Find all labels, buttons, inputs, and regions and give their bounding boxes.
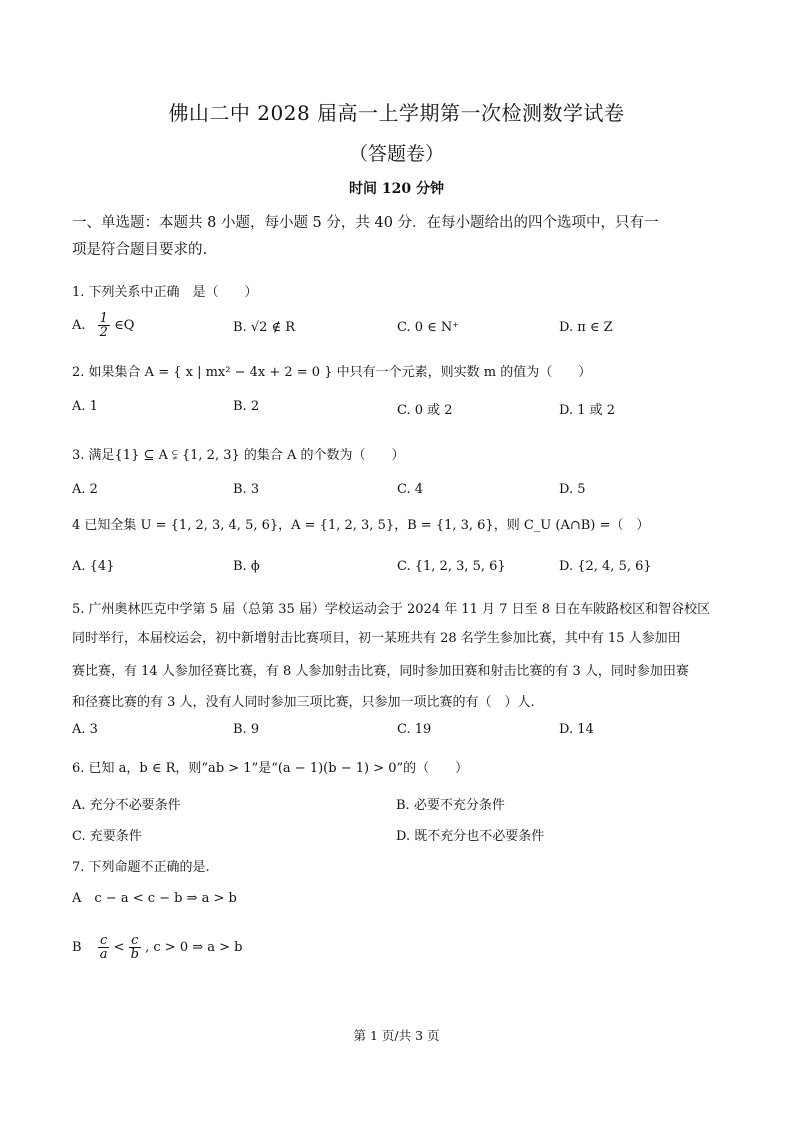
option-a: A. {4} <box>72 559 115 574</box>
fraction-denominator: 2 <box>99 325 108 340</box>
fraction-denominator: a <box>99 947 108 962</box>
option-b: B. √2 ∉ R <box>233 320 296 335</box>
page-subtitle: （答题卷） <box>348 143 444 165</box>
question-5-line2: 同时举行，本届校运会，初中新增射击比赛项目，初一某班共有 28 名学生参加比赛，其中有 15 人参加田 <box>72 631 681 646</box>
option-d: D. 既不充分也不必要条件 <box>396 829 545 844</box>
less-than-sign: < <box>113 940 125 955</box>
option-b: B. ϕ <box>233 559 260 574</box>
question-5-line1: 5. 广州奥林匹克中学第 5 届（总第 35 届）学校运动会于 2024 年 11 月 7 日至 8 日在车陂路校区和智谷校区 <box>72 602 711 617</box>
fraction-c-over-a <box>98 934 110 961</box>
question-3-stem: 3. 满足{1} ⊆ A ⫋ {1, 2, 3} 的集合 A 的个数为（ ） <box>72 448 405 463</box>
section-heading-line2: 项是符合题目要求的. <box>72 242 208 258</box>
option-a: A. 2 <box>72 482 98 497</box>
option-c: C. 0 或 2 <box>397 403 453 418</box>
option-a: A. 1 <box>72 399 98 414</box>
fraction-numerator: c <box>98 934 110 948</box>
question-4-options <box>72 559 722 583</box>
section-heading-line1: 一、单选题：本题共 8 小题，每小题 5 分，共 40 分．在每小题给出的四个选项中，只有一 <box>72 215 659 231</box>
option-a: A. 3 <box>72 722 98 737</box>
option-b: B. 2 <box>233 399 260 414</box>
option-c: C. {1, 2, 3, 5, 6} <box>397 559 506 574</box>
option-a <box>72 312 134 339</box>
option-c: C. 19 <box>397 722 432 737</box>
option-b-text: , c > 0 ⇒ a > b <box>145 940 243 955</box>
question-7-option-a: A c − a < c − b ⇒ a > b <box>72 891 237 906</box>
fraction-numerator: 1 <box>99 311 108 326</box>
question-7-stem: 7. 下列命题不正确的是. <box>72 860 210 875</box>
option-b: B. 3 <box>233 482 260 497</box>
option-c: C. 0 ∈ N⁺ <box>397 320 460 335</box>
question-1-options <box>72 311 722 340</box>
question-4-stem: 4 已知全集 U = {1, 2, 3, 4, 5, 6}，A = {1, 2, 3, 5}，B = {1, 3, 6}，则 C_U (A∩B) =（ ） <box>72 518 650 533</box>
fraction-numerator: c <box>129 934 141 948</box>
option-c: C. 充要条件 <box>72 829 142 844</box>
question-6-options-row2 <box>72 825 722 849</box>
page-title: 佛山二中 2028 届高一上学期第一次检测数学试卷 <box>168 101 625 125</box>
question-5-line3: 赛比赛，有 14 人参加径赛比赛，有 8 人参加射击比赛，同时参加田赛和射击比赛的有 3 人，同时参加田赛 <box>72 664 689 679</box>
question-2-stem: 2. 如果集合 A = { x | mx² − 4x + 2 = 0 } 中只有一个元素，则实数 m 的值为（ ） <box>72 365 592 380</box>
question-7-option-b <box>72 934 243 961</box>
option-d: D. 1 或 2 <box>559 403 616 418</box>
option-d: D. 14 <box>559 722 594 737</box>
option-b: B. 9 <box>233 722 260 737</box>
option-a-text: ∈Q <box>114 318 135 333</box>
question-3-options <box>72 482 722 506</box>
question-2-options <box>72 399 722 423</box>
page-footer: 第 1 页/共 3 页 <box>353 1028 440 1043</box>
fraction-c-over-b <box>129 934 141 961</box>
option-b-label: B <box>72 940 82 955</box>
question-5-line4: 和径赛比赛的有 3 人，没有人同时参加三项比赛，只参加一项比赛的有（ ）人. <box>72 695 535 710</box>
option-b: B. 必要不充分条件 <box>396 798 505 813</box>
time-limit: 时间 120 分钟 <box>349 181 444 197</box>
fraction <box>98 312 110 339</box>
question-1-stem: 1. 下列关系中正确 是（ ） <box>72 285 258 300</box>
question-5-options <box>72 722 722 746</box>
fraction-denominator: b <box>130 947 139 962</box>
option-a: A. 充分不必要条件 <box>72 798 181 813</box>
question-6-stem: 6. 已知 a，b ∈ R，则“ab > 1”是“(a − 1)(b − 1) > 0”的（ ） <box>72 761 469 776</box>
option-d: D. 5 <box>559 482 586 497</box>
question-6-options-row1 <box>72 794 722 818</box>
option-c: C. 4 <box>397 482 424 497</box>
option-a-label: A. <box>72 318 86 333</box>
option-d: D. {2, 4, 5, 6} <box>559 559 652 574</box>
option-d: D. π ∈ Z <box>559 320 613 335</box>
